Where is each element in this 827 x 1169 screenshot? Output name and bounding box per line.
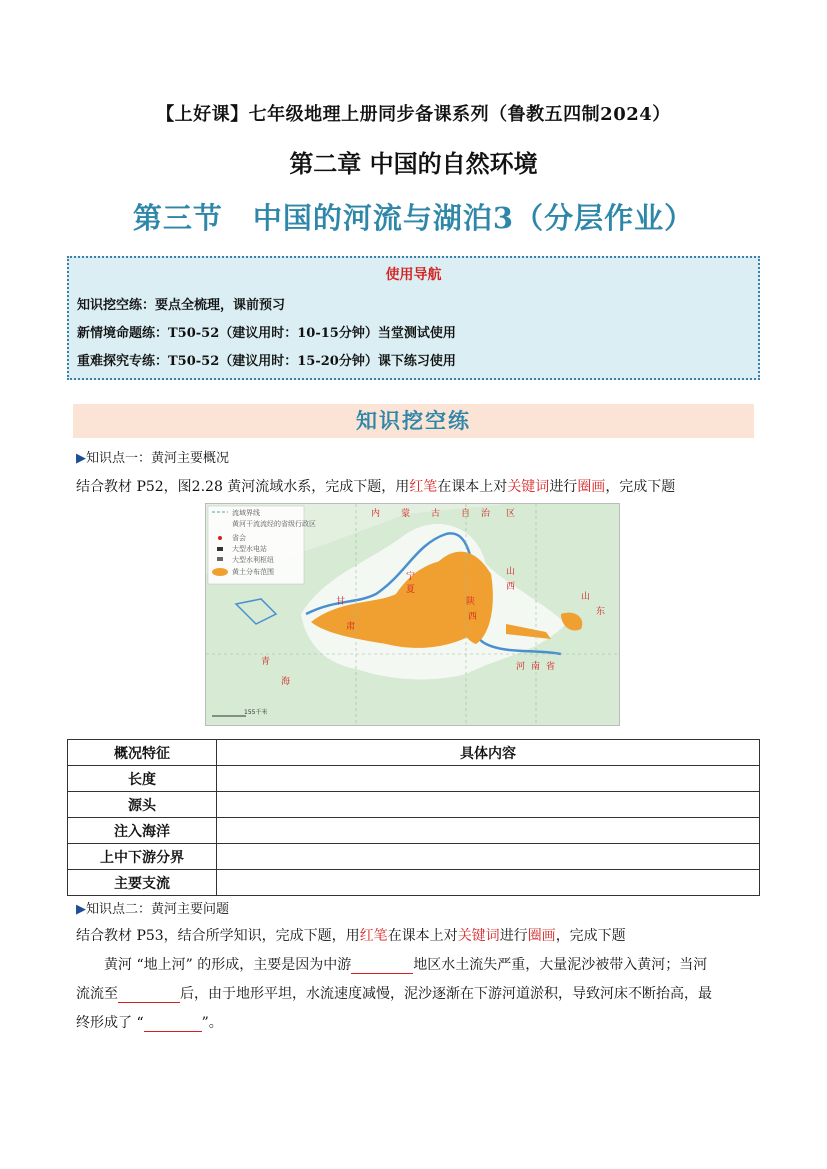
legend-capital-symbol [218, 536, 222, 540]
region-label: 甘 [336, 597, 346, 607]
table-header-row [68, 740, 760, 766]
table-header-cell: 概况特征 [68, 740, 217, 766]
kp1-instruction [76, 476, 675, 496]
row-label: 长度 [68, 766, 217, 792]
instr-text: ，完成下题 [605, 479, 676, 495]
series-title: 【上好课】七年级地理上册同步备课系列（鲁教五四制2024） [156, 104, 671, 125]
legend-item: 省会 [232, 534, 246, 542]
para-text: 后，由于地形平坦，水流速度减慢，泥沙逐渐在下游河道淤积，导致河床不断抬高，最 [180, 986, 712, 1002]
answer-cell[interactable] [217, 766, 760, 792]
region-label: 肃 [346, 622, 356, 632]
region-label: 宁 [406, 572, 416, 582]
instr-red-keyword: 关键词 [457, 928, 500, 944]
region-label: 治 [481, 509, 491, 519]
triangle-marker-icon: ▶ [76, 451, 86, 466]
instr-text: ，完成下题 [555, 928, 626, 944]
kp2-title: 知识点二：黄河主要问题 [86, 902, 230, 917]
para-text: 黄河 “地上河” 的形成，主要是因为中游 [104, 957, 352, 973]
kp2-instruction [76, 925, 626, 945]
row-label: 源头 [68, 792, 217, 818]
guide-line-3: 重难探究专练：T50-52（建议用时：15-20分钟）课下练习使用 [77, 354, 456, 369]
legend-item: 大型水利枢纽 [232, 556, 274, 564]
table-row [68, 766, 760, 792]
instr-red-pen: 红笔 [409, 479, 438, 495]
legend-loess-symbol [212, 568, 228, 576]
instr-text: 在课本上对 [387, 928, 458, 944]
region-label: 西 [468, 612, 478, 622]
region-label: 东 [596, 607, 606, 617]
region-label: 古 [431, 509, 441, 519]
fill-in-line-3 [76, 1012, 223, 1032]
region-label: 西 [506, 582, 516, 592]
guide-line-2: 新情境命题练：T50-52（建议用时：10-15分钟）当堂测试使用 [77, 326, 456, 341]
legend-item: 黄河干流流经的省级行政区 [232, 520, 316, 528]
instr-text: 进行 [499, 928, 528, 944]
blank-answer-3[interactable] [144, 1015, 202, 1032]
fill-in-line-2 [76, 983, 712, 1003]
table-row [68, 792, 760, 818]
kp1-title: 知识点一：黄河主要概况 [86, 451, 230, 466]
instr-text: 结合教材 P52，图2.28 黄河流域水系，完成下题，用 [76, 479, 410, 495]
triangle-marker-icon: ▶ [76, 902, 86, 917]
answer-cell[interactable] [217, 818, 760, 844]
chapter-title: 第二章 中国的自然环境 [289, 149, 538, 178]
legend-item: 流域界线 [232, 509, 260, 517]
guide-line-1: 知识挖空练：要点全梳理，课前预习 [77, 298, 286, 313]
fill-in-line-1 [104, 954, 707, 974]
guide-title: 使用导航 [385, 267, 442, 283]
para-text: 地区水土流失严重，大量泥沙被带入黄河；当河 [413, 957, 708, 973]
table-row [68, 844, 760, 870]
region-label: 内 [371, 509, 381, 519]
instr-red-keyword: 关键词 [507, 479, 550, 495]
answer-cell[interactable] [217, 792, 760, 818]
region-label: 南 [531, 662, 541, 672]
row-label: 注入海洋 [68, 818, 217, 844]
instr-red-circle: 圈画 [577, 479, 606, 495]
region-label: 省 [546, 662, 556, 672]
region-label: 自 [461, 509, 471, 519]
section-banner: 知识挖空练 [73, 404, 754, 438]
river-features-table [67, 739, 760, 896]
region-label: 区 [506, 509, 516, 519]
scale-label: 155千米 [244, 709, 268, 716]
table-row [68, 870, 760, 896]
knowledge-point-2-heading [76, 898, 229, 917]
answer-cell[interactable] [217, 870, 760, 896]
row-label: 主要支流 [68, 870, 217, 896]
instr-text: 在课本上对 [437, 479, 508, 495]
answer-cell[interactable] [217, 844, 760, 870]
instr-text: 进行 [549, 479, 578, 495]
region-label: 陕 [466, 597, 476, 607]
yellow-river-basin-map [205, 503, 620, 726]
legend-item: 黄土分布范围 [232, 568, 274, 576]
legend-dam-symbol [217, 557, 223, 561]
para-text: ”。 [201, 1015, 223, 1031]
blank-answer-2[interactable] [118, 986, 180, 1003]
region-label: 蒙 [401, 509, 411, 519]
blank-answer-1[interactable] [351, 957, 413, 974]
instr-red-pen: 红笔 [359, 928, 388, 944]
table-row [68, 818, 760, 844]
map-legend [208, 506, 316, 584]
section-title: 第三节 中国的河流与湖泊3（分层作业） [132, 201, 695, 235]
instr-red-circle: 圈画 [527, 928, 556, 944]
row-label: 上中下游分界 [68, 844, 217, 870]
instr-text: 结合教材 P53，结合所学知识，完成下题，用 [76, 928, 360, 944]
region-label: 山 [581, 592, 591, 602]
para-text: 流流至 [76, 986, 118, 1002]
table-header-cell: 具体内容 [217, 740, 760, 766]
region-label: 河 [516, 662, 526, 672]
region-label: 海 [281, 677, 291, 687]
region-label: 青 [261, 657, 271, 667]
region-label: 夏 [406, 585, 416, 595]
legend-hydro-symbol [217, 547, 223, 551]
legend-item: 大型水电站 [232, 545, 267, 553]
usage-guide-box [67, 256, 760, 380]
para-text: 终形成了 “ [76, 1015, 144, 1031]
region-label: 山 [506, 567, 516, 577]
knowledge-point-1-heading [76, 447, 229, 466]
